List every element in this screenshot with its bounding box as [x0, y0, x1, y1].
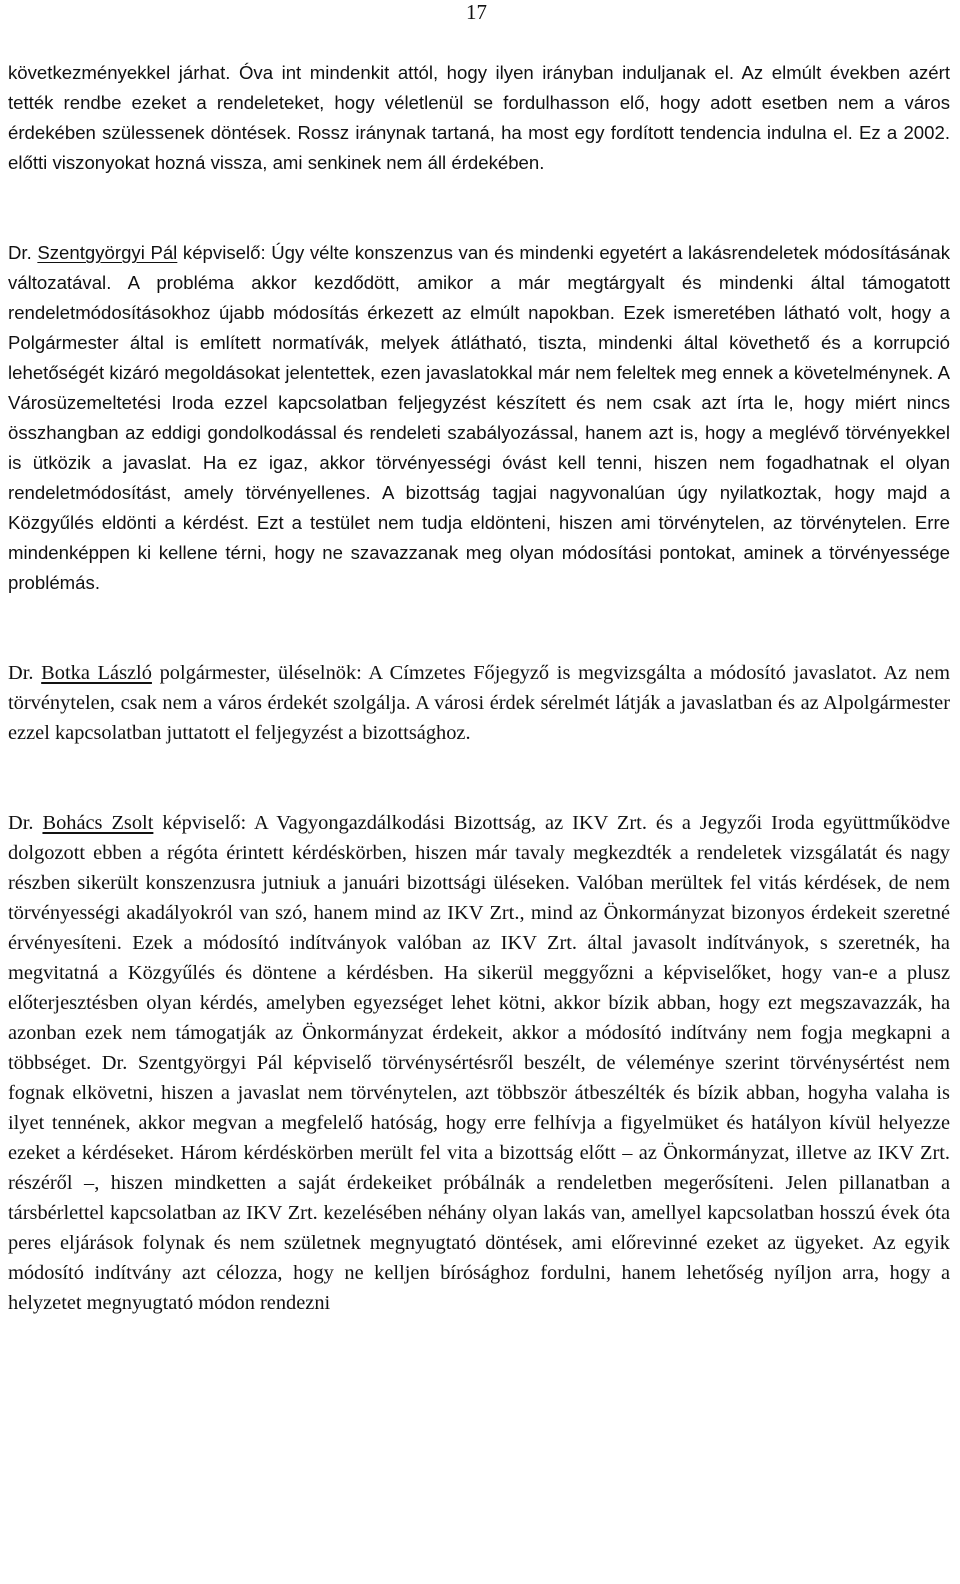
- paragraph-spacer: [8, 178, 950, 238]
- speaker-name: Bohács Zsolt: [42, 812, 154, 834]
- speaker-prefix: Dr.: [8, 662, 42, 684]
- document-body: [8, 58, 950, 1318]
- speaker-name: Szentgyörgyi Pál: [37, 242, 178, 263]
- speech-text: képviselő: A Vagyongazdálkodási Bizottság, az IKV Zrt. és a Jegyzői Iroda együttműködve dolgozott ebben a régóta érintett kérdéskörben, hiszen már tavaly megkezdték a rendeletek vizsgálatát és nagy részben sikerült konszenzusra jutniuk a januári bizottsági üléseken. Valóban merültek fel vitás kérdések, de nem törvényességi akadályokról van szó, hanem mind az IKV Zrt., mind az Önkormányzat bizonyos érdekeit szeretné érvényesíteni. Ezek a módosító indítványok valóban az IKV Zrt. által javasolt indítványok, s szeretnék, ha megvitatná a Közgyűlés és döntene a kérdésben. Ha sikerül meggyőzni a képviselőket, hogy van-e a plusz előterjesztésben olyan kérdés, amelyben egyezséget lehet kötni, akkor bízik abban, hogy ezt megszavazzák, ha azonban ezek nem támogatják az Önkormányzat érdekeit, akkor a módosító indítvány nem fogja megkapni a többséget. Dr. Szentgyörgyi Pál képviselő törvénysértésről beszélt, de véleménye szerint törvénysértést nem fognak elkövetni, hiszen a javaslat nem törvénytelen, azt többször átbeszélték és bízik abban, hogyha valaha is ilyet tennének, akkor megvan a megfelelő hatóság, hogy erre felhívja a figyelmüket és hatályon kívül helyezze ezeket a kérdéseket. Három kérdéskörben merült fel vita a bizottság előtt – az Önkormányzat, illetve az IKV Zrt. részéről –, hiszen mindketten a saját érdekeiket próbálnák a rendeletben megerősíteni. Jelen pillanatban a társbérlettel kapcsolatban az IKV Zrt. kezelésében néhány olyan lakás van, amellyel kapcsolatban hosszú évek óta peres eljárások folynak és nem születnek megnyugtató döntések, ami előrevinné ezeket az ügyeket. Az egyik módosító indítvány azt célozza, hogy ne kelljen bírósághoz fordulni, hanem lehetőség nyíljon arra, hogy a helyzetet megnyugtató módon rendezni: [8, 812, 950, 1314]
- paragraph-spacer: [8, 748, 950, 808]
- paragraph-botka: [8, 658, 950, 748]
- speaker-name: Botka László: [41, 662, 152, 684]
- speech-text: képviselő: Úgy vélte konszenzus van és mindenki egyetért a lakásrendeletek módosításának változatával. A probléma akkor kezdődött, amikor a már megtárgyalt és mindenki által támogatott rendeletmódosításokhoz újabb módosítás érkezett az elmúlt napokban. Ezek ismeretében látható volt, hogy a Polgármester által is említett normatívák, melyek átlátható, tiszta, mindenki által követhető és a korrupció lehetőségét kizáró megoldásokat jelentettek, ezen javaslatokkal már nem feleltek meg ennek a követelménynek. A Városüzemeltetési Iroda ezzel kapcsolatban feljegyzést készített és nem csak azt írta le, hogy miért nincs összhangban az eddigi gondolkodással és rendeleti szabályozással, hanem azt is, hogy a meglévő törvényekkel is ütközik a javaslat. Ha ez igaz, akkor törvényességi óvást kell tenni, hiszen nem fogadhatnak el olyan rendeletmódosítást, amely törvényellenes. A bizottság tagjai nagyvonalúan úgy nyilatkoztak, hogy majd a Közgyűlés eldönti a kérdést. Ezt a testület nem tudja eldönteni, hiszen ami törvénytelen, az törvénytelen. Erre mindenképpen ki kellene térni, hogy ne szavazzanak meg olyan módosítási pontokat, aminek a törvényessége problémás.: [8, 242, 950, 593]
- speech-text: polgármester, üléselnök: A Címzetes Főjegyző is megvizsgálta a módosító javaslatot. Az nem törvénytelen, csak nem a város érdekét szolgálja. A városi érdek sérelmét látják a javaslatban és az Alpolgármester ezzel kapcsolatban juttatott el feljegyzést a bizottsághoz.: [8, 662, 951, 744]
- paragraph-szentgyorgyi: [8, 238, 950, 598]
- speaker-prefix: Dr.: [8, 812, 43, 834]
- paragraph-bohacs: [8, 808, 950, 1318]
- page-number: 17: [466, 0, 487, 24]
- paragraph-spacer: [8, 598, 950, 658]
- paragraph-previous-speech: következményekkel járhat. Óva int mindenkit attól, hogy ilyen irányban induljanak el. Az elmúlt években azért tették rendbe ezeket a rendeleteket, hogy véletlenül se fordulhasson elő, hogy adott esetben nem a város érdekében szülessenek döntések. Rossz iránynak tartaná, ha most egy fordított tendencia indulna el. Ez a 2002. előtti viszonyokat hozná vissza, ami senkinek nem áll érdekében.: [8, 62, 950, 173]
- speaker-prefix: Dr.: [8, 242, 38, 263]
